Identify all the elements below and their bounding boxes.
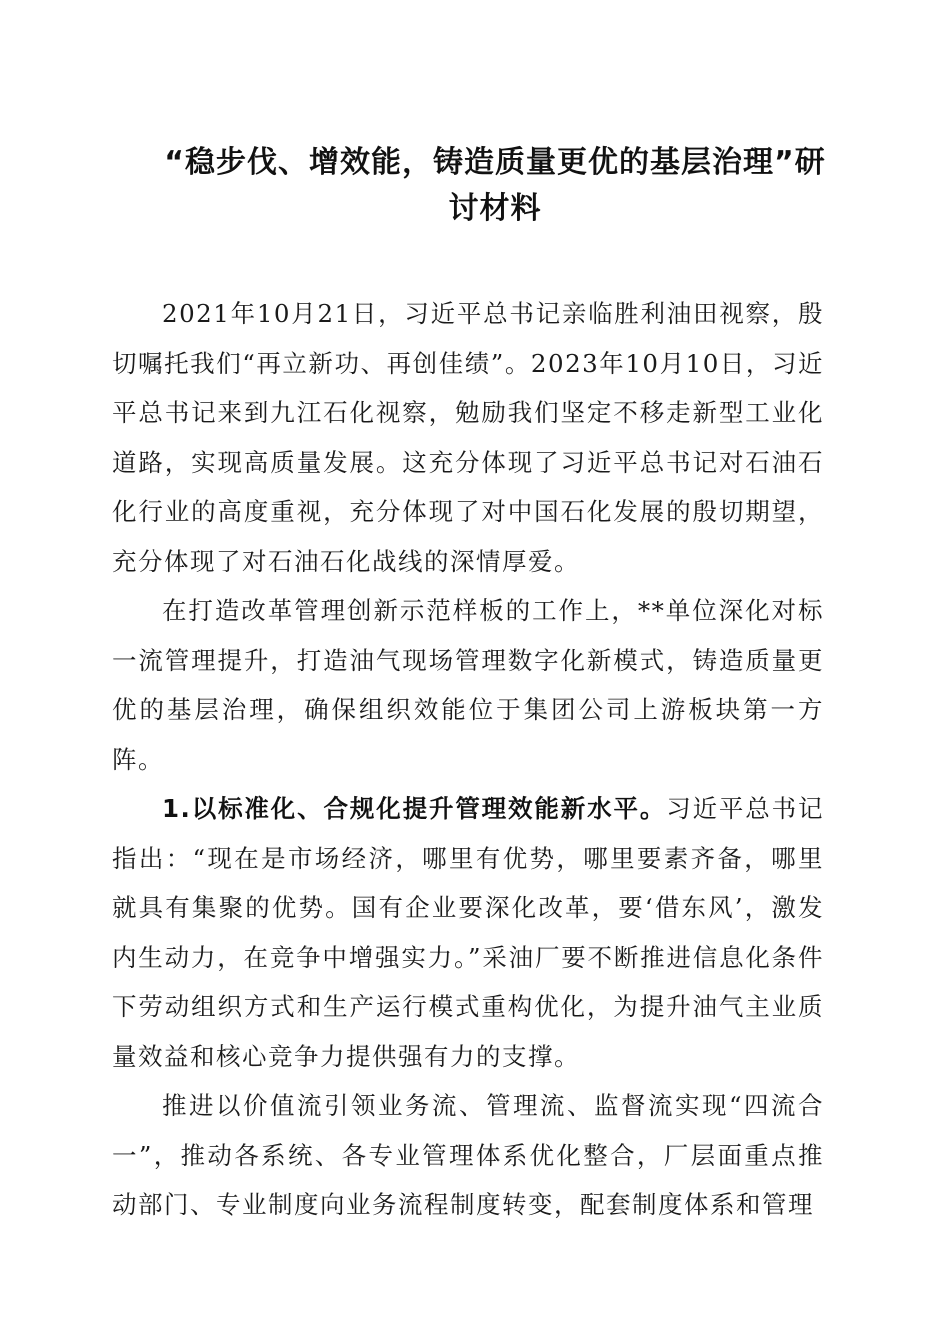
paragraph-1 [112, 289, 824, 586]
title-line-1: “稳步伐、增效能，铸造质量更优的基层治理”研 [164, 145, 826, 180]
title-line-2: 讨材料 [448, 191, 542, 226]
document-title [150, 140, 840, 232]
paragraph-3 [112, 784, 824, 1081]
paragraph-text: 推进以价值流引领业务流、管理流、监督流实现“四流合一”，推动各系统、各专业管理体系优化整合，厂层面重点推动部门、专业制度向业务流程制度转变，配套制度体系和管理 [112, 1091, 824, 1219]
document-body [112, 289, 824, 1230]
paragraph-4 [112, 1081, 824, 1230]
paragraph-text: 习近平总书记指出：“现在是市场经济，哪里有优势，哪里要素齐备，哪里就具有集聚的优势。国有企业要深化改革，要‘借东风’，激发内生动力，在竞争中增强实力。”采油厂要不断推进信息化条件下劳动组织方式和生产运行模式重构优化，为提升油气主业质量效益和核心竞争力提供强有力的支撑。 [112, 794, 825, 1071]
paragraph-text: 在打造改革管理创新示范样板的工作上，**单位深化对标一流管理提升，打造油气现场管理数字化新模式，铸造质量更优的基层治理，确保组织效能位于集团公司上游板块第一方阵。 [112, 596, 824, 774]
paragraph-text: 2021年10月21日，习近平总书记亲临胜利油田视察，殷切嘱托我们“再立新功、再创佳绩”。2023年10月10日，习近平总书记来到九江石化视察，勉励我们坚定不移走新型工业化道路，实现高质量发展。这充分体现了习近平总书记对石油石化行业的高度重视，充分体现了对中国石化发展的殷切期望，充分体现了对石油石化战线的深情厚爱。 [112, 299, 824, 576]
section-heading: 1.以标准化、合规化提升管理效能新水平。 [162, 794, 667, 823]
paragraph-2 [112, 586, 824, 784]
